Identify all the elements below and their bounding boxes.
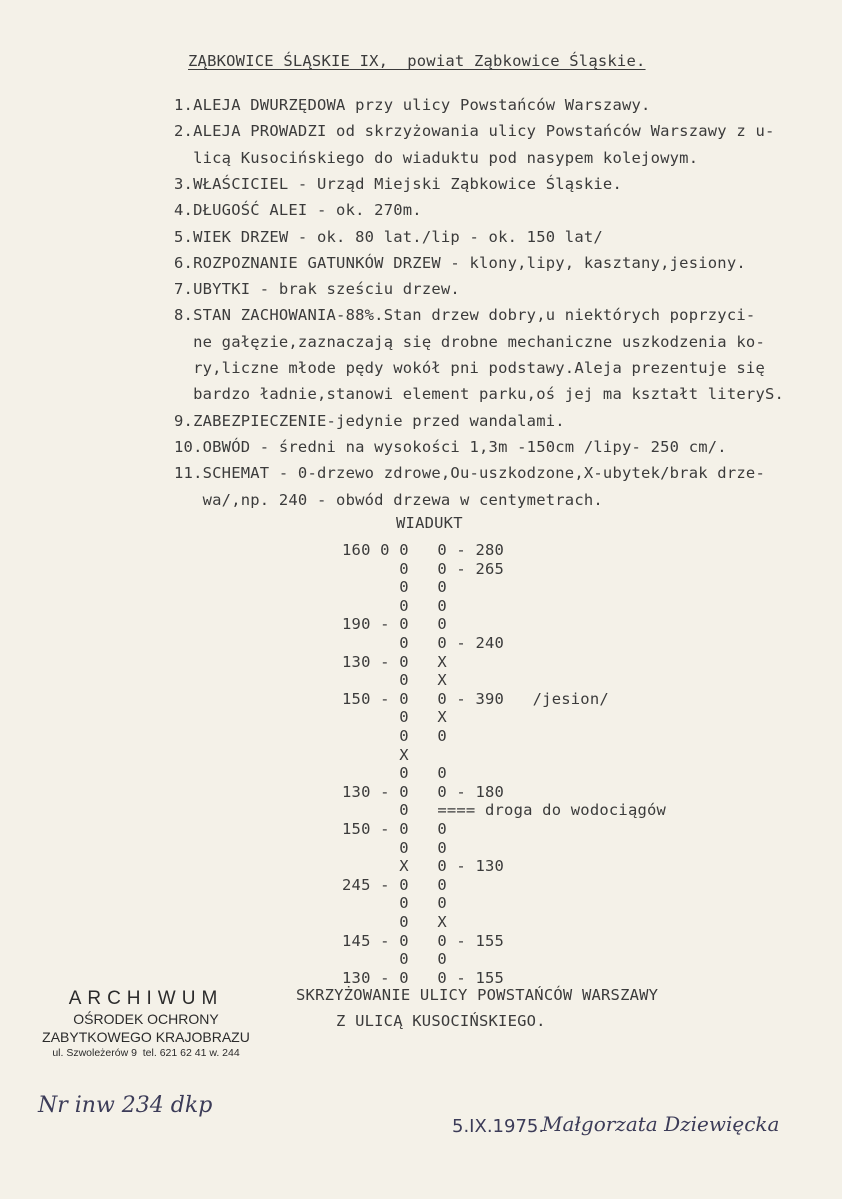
schema-row: X — [342, 745, 409, 764]
schema-row: 0 0 — [342, 596, 447, 615]
document-line: 5.WIEK DRZEW - ok. 80 lat./lip - ok. 150 lat/ — [174, 227, 603, 246]
document-line: 2.ALEJA PROWADZI od skrzyżowania ulicy Powstańców Warszawy z u- — [174, 122, 775, 141]
schema-row: 150 - 0 0 - 390 /jesion/ — [342, 689, 609, 708]
schema-row: 0 0 — [342, 727, 447, 745]
schema-bottom-label-1: SKRZYŻOWANIE ULICY POWSTAŃCÓW WARSZAWY — [296, 986, 659, 1004]
stamp-line-4: ul. Szwoleżerów 9 tel. 621 62 41 w. 244 — [52, 1047, 240, 1059]
schema-row: 130 - 0 0 - 155 — [342, 968, 505, 987]
schema-row: 0 0 - 265 — [342, 559, 505, 578]
document-line: 1.ALEJA DWURZĘDOWA przy ulicy Powstańców Warszawy. — [174, 96, 651, 114]
schema-row: 0 0 — [342, 764, 447, 783]
stamp-line-1: ARCHIWUM — [68, 988, 224, 1009]
document-line: 3.WŁAŚCICIEL - Urząd Miejski Ząbkowice Śląskie. — [174, 174, 622, 193]
document-line: licą Kusocińskiego do wiaduktu pod nasypem kolejowym. — [174, 148, 699, 167]
schema-row: 160 0 0 0 - 280 — [342, 541, 505, 559]
schema-bottom-label-2: Z ULICĄ KUSOCIŃSKIEGO. — [336, 1012, 546, 1030]
schema-row: 0 0 — [342, 894, 447, 913]
document-line: 6.ROZPOZNANIE GATUNKÓW DRZEW - klony,lipy, kasztany,jesiony. — [174, 253, 746, 272]
schema-row: 145 - 0 0 - 155 — [342, 931, 505, 950]
schema-row: 0 0 — [342, 838, 447, 857]
schema-row: 150 - 0 0 — [342, 820, 447, 838]
schema-row: 0 0 — [342, 578, 447, 597]
document-line: ne gałęzie,zaznaczają się drobne mechaniczne uszkodzenia ko- — [174, 332, 765, 351]
schema-row: 0 X — [342, 671, 447, 690]
schema-row: 190 - 0 0 — [342, 615, 447, 634]
schema-row: 130 - 0 0 - 180 — [342, 782, 505, 801]
stamp-line-2: OŚRODEK OCHRONY — [73, 1011, 219, 1027]
schema-row: 245 - 0 0 — [342, 875, 447, 894]
document-line: 8.STAN ZACHOWANIA-88%.Stan drzew dobry,u niektórych poprzyci- — [174, 306, 756, 325]
document-line: ry,liczne młode pędy wokół pni podstawy.Aleja prezentuje się — [174, 359, 765, 377]
document-line: wa/,np. 240 - obwód drzewa w centymetrach. — [174, 490, 603, 509]
document-line: 11.SCHEMAT - 0-drzewo zdrowe,Ou-uszkodzone,X-ubytek/brak drze- — [174, 464, 765, 483]
schema-row: 0 X — [342, 708, 447, 727]
schema-top-label: WIADUKT — [396, 514, 463, 532]
schema-row: 130 - 0 X — [342, 652, 447, 671]
schema-row: 0 ==== droga do wodociągów — [342, 801, 667, 820]
document-line: 7.UBYTKI - brak sześciu drzew. — [174, 280, 460, 299]
schema-row: 0 0 — [342, 950, 447, 969]
document-line: 4.DŁUGOŚĆ ALEI - ok. 270m. — [174, 201, 422, 220]
document-line: 10.OBWÓD - średni na wysokości 1,3m -150cm /lipy- 250 cm/. — [174, 437, 727, 456]
document-line: bardzo ładnie,stanowi element parku,oś jej ma kształt literyS. — [174, 385, 785, 404]
signature: Małgorzata Dziewięcka — [542, 1112, 780, 1136]
schema-row: 0 0 - 240 — [342, 634, 505, 652]
schema-row: 0 X — [342, 913, 447, 931]
stamp-line-3: ZABYTKOWEGO KRAJOBRAZU — [42, 1029, 250, 1045]
document-line: 9.ZABEZPIECZENIE-jedynie przed wandalami. — [174, 411, 565, 430]
document-heading: ZĄBKOWICE ŚLĄSKIE IX, powiat Ząbkowice Śląskie. — [188, 52, 646, 70]
signature-date: 5.IX.1975. — [452, 1116, 545, 1137]
inventory-number: Nr inw 234 dkp — [38, 1093, 213, 1118]
schema-row: X 0 - 130 — [342, 857, 505, 876]
